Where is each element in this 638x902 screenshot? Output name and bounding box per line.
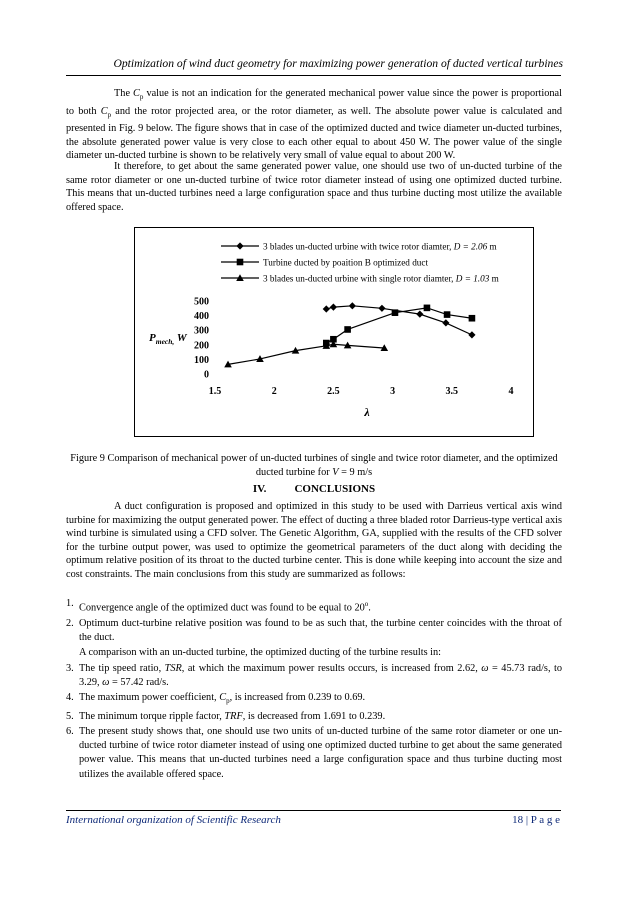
x-tick-label: 1.5: [208, 386, 222, 397]
diamond-marker: [468, 331, 475, 338]
y-tick-label: 100: [194, 354, 209, 366]
square-marker: [424, 305, 431, 312]
list-item: 6. The present study shows that, one should use two units of un-ducted turbine of the same rotor diameter or one un-ducted turbine of twice rotor diameter instead of using one optimized ducted turbine to get about the same generated power value. This means that un-ducted turbines need a large configuration space and thus turbine ducting most utilizes the available offered space.: [66, 725, 562, 780]
x-tick-label: 2: [271, 386, 277, 397]
square-marker: [444, 311, 451, 318]
x-tick-label: 3: [390, 386, 396, 397]
y-axis-label: $P_{mech,}$ W: [149, 332, 187, 346]
paragraph-recommendation: It therefore, to get about the same generated power value, one should use two of un-ducted turbine of the same rotor diameter or one un-ducted turbine of twice rotor diameter instead of using one optimized ducted turbine. This means that un-ducted turbines need a large configuration space and thus turbine ducting most utilize the available offered space.: [66, 161, 562, 213]
diamond-marker: [416, 311, 423, 318]
x-tick-label: 4: [508, 386, 514, 397]
x-tick-label: 2.5: [327, 386, 340, 397]
diamond-marker: [349, 302, 356, 309]
chart-legend: [221, 242, 499, 284]
square-marker: [392, 309, 399, 316]
list-item: 3. The tip speed ratio, TSR, at which the maximum power results occurs, is increased from 2.62, ω = 45.73 rad/s, to 3.29, ω = 57.42 rad/s.: [66, 662, 562, 688]
paragraph-cp-discussion: The $C_p$ value is not an indication for the generated mechanical power value since the power is proportional to both $C_p$ and the rotor projected area, or the rotor diameter, as well. The absolute power value is calculated and presented in Fig. 9 below. The figure shows that in case of the optimized ducted and twice diameter un-ducted turbines, the absolute generated power value is very close to each other equal to about 450 W. The power value of the single diameter un-ducted turbine is shown to be relatively very small of value equal to about 200 W.: [66, 88, 563, 162]
power-vs-tsr-chart: [135, 228, 533, 436]
header-rule: [66, 75, 561, 76]
list-item: 2. Optimum duct-turbine relative position was found to be as such that, the turbine center coincides with the throat of the duct.: [66, 617, 562, 644]
list-item: 4. The maximum power coefficient, $C_p$, is increased from 0.239 to 0.69.: [66, 692, 366, 706]
chart-axes: [194, 297, 514, 398]
list-item: 5. The minimum torque ripple factor, TRF, is decreased from 1.691 to 0.239.: [66, 710, 386, 722]
square-marker: [237, 259, 244, 266]
y-tick-label: 500: [194, 296, 209, 308]
list-item: 1. Convergence angle of the optimized duct was found to be equal to 20$^o$.: [66, 598, 371, 614]
y-tick-label: 0: [204, 369, 209, 381]
conclusions-list: [66, 597, 562, 783]
chart-series: [224, 302, 475, 367]
square-marker: [344, 326, 351, 333]
figure-caption: Figure 9 Comparison of mechanical power of un-ducted turbines of single and twice rotor diameter, and the optimized ducted turbine for V = 9 m/s: [70, 453, 558, 478]
y-tick-label: 200: [194, 340, 209, 352]
y-tick-label: 300: [194, 325, 209, 337]
running-header: Optimization of wind duct geometry for maximizing power generation of ducted vertical turbines: [113, 57, 563, 70]
legend-label: Turbine ducted by poaition B optimized duct: [263, 257, 429, 268]
section-heading: IV. CONCLUSIONS: [252, 483, 376, 495]
paragraph-conclusions-intro: A duct configuration is proposed and optimized in this study to be used with Darrieus vertical axis wind turbine for maximizing the output generated power. The effect of ducting a three bladed rotor Darrieus-type vertical axis wind turbine is simulated using a CFD solver. The Genetic Algorithm, GA, supplied with the results of the CFD solver for the turbine output power, was used to optimize the geometrical parameters of the duct along with deciding the optimum relative position of its throat to the ducted turbine center. This is done while keeping into account the size and cost constraints. The main conclusions from this study are summarized as follows:: [66, 501, 562, 580]
series-line-triangle: [228, 344, 384, 364]
x-axis-label: λ: [364, 405, 370, 419]
x-tick-label: 3.5: [445, 386, 459, 397]
y-tick-label: 400: [194, 311, 209, 323]
diamond-marker: [378, 305, 385, 312]
diamond-marker: [442, 319, 449, 326]
diamond-marker: [323, 305, 330, 312]
diamond-marker: [330, 304, 337, 311]
legend-label: 3 blades un-ducted urbine with twice rotor diamter, D = 2.06 m: [263, 241, 497, 252]
footer-rule: [66, 810, 561, 811]
list-subheading: A comparison with an un-ducted turbine, the optimized ducting of the turbine results in:: [79, 647, 442, 659]
footer-page-number: 18 | P a g e: [512, 814, 560, 826]
footer-journal: International organization of Scientific Research: [66, 814, 281, 826]
square-marker: [469, 315, 476, 322]
figure-9-chart-frame: [134, 227, 534, 437]
diamond-marker: [236, 242, 243, 249]
legend-label: 3 blades un-ducted urbine with single rotor diamter, D = 1.03 m: [263, 273, 499, 284]
